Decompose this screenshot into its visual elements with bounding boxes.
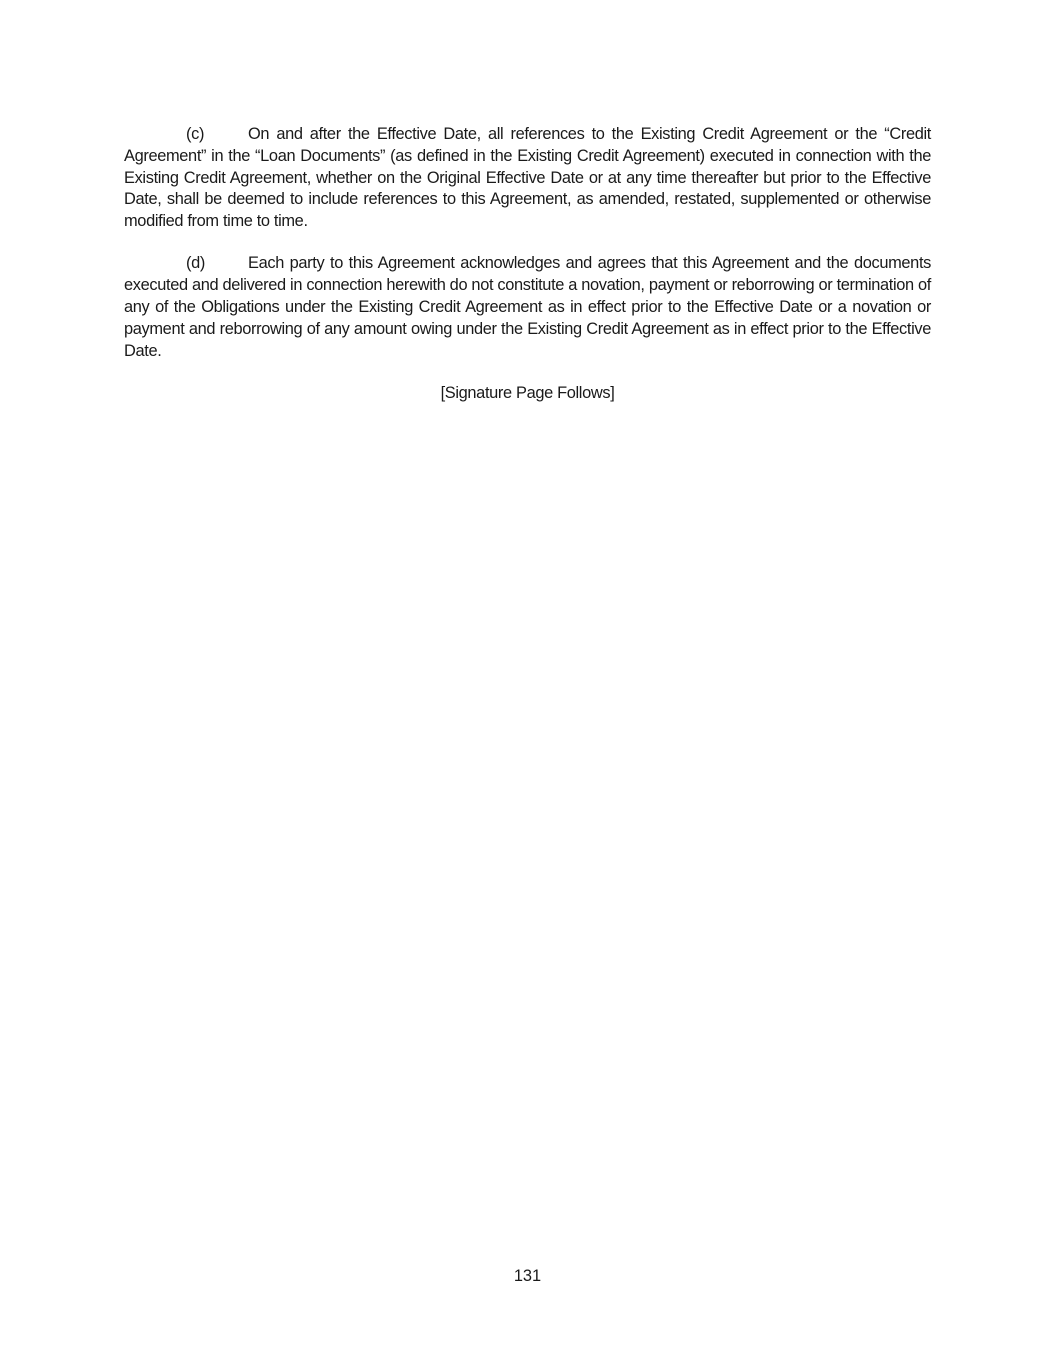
paragraph-d bbox=[124, 253, 931, 362]
paragraph-d-number: (d) bbox=[186, 254, 205, 273]
document-body bbox=[124, 124, 931, 405]
signature-page-note: [Signature Page Follows] bbox=[440, 383, 615, 402]
paragraph-c-text: On and after the Effective Date, all references to the Existing Credit Agreement or the “Credit Agreement” in the “Loan Documents” (as defined in the Existing Credit Agreement) executed in connection with the Existing Credit Agreement, whether on the Original Effective Date or at any time thereafter but prior to the Effective Date, shall be deemed to include references to this Agreement, as amended, restated, supplemented or otherwise modified from time to time. bbox=[124, 125, 931, 231]
paragraph-d-text: Each party to this Agreement acknowledges and agrees that this Agreement and the documents executed and delivered in connection herewith do not constitute a novation, payment or reborrowing or termination of any of the Obligations under the Existing Credit Agreement as in effect prior to the Effective Date or a novation or payment and reborrowing of any amount owing under the Existing Credit Agreement as in effect prior to the Effective Date. bbox=[124, 254, 931, 360]
page-number: 131 bbox=[513, 1267, 542, 1285]
paragraph-c-number: (c) bbox=[186, 125, 205, 143]
paragraph-c bbox=[124, 124, 931, 233]
